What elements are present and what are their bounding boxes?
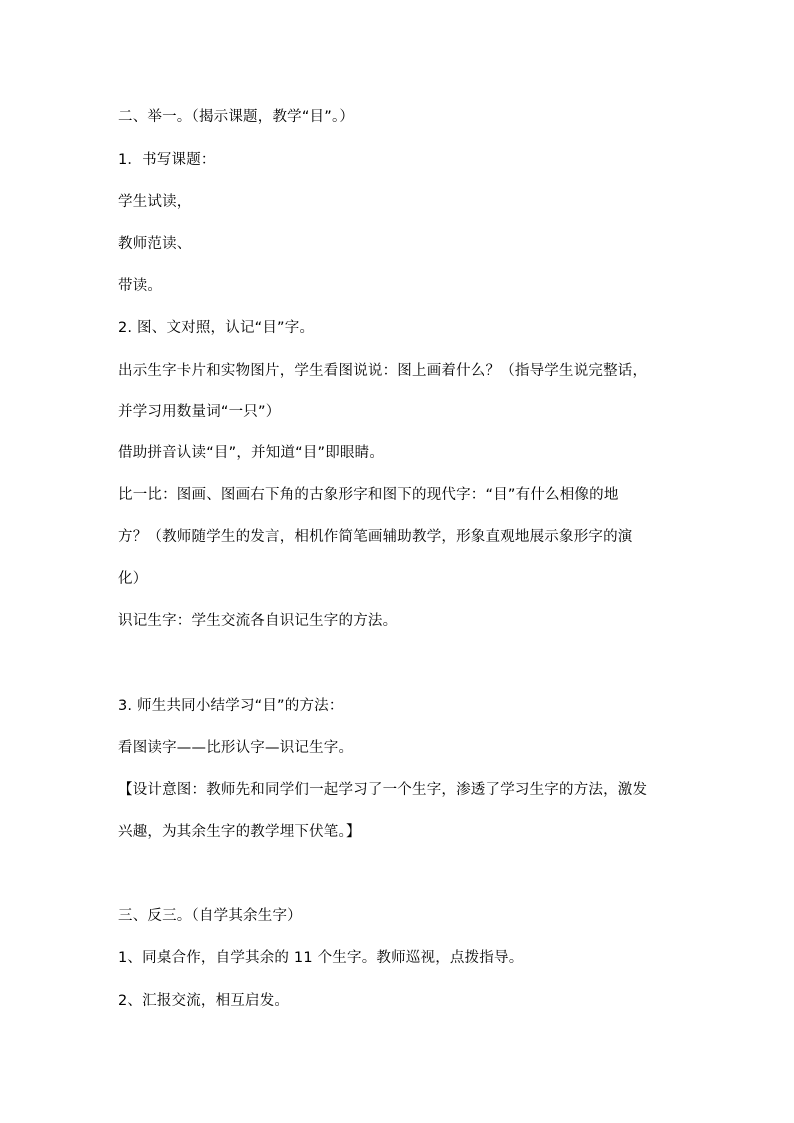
design-intent-line: 【设计意图：教师先和同学们一起学习了一个生字，渗透了学习生字的方法，激发 (118, 782, 648, 798)
section-heading-2: 二、举一。（揭示课题，教学“目”。） (118, 109, 355, 125)
text-line: 方？（教师随学生的发言，相机作简笔画辅助教学，形象直观地展示象形字的演 (118, 529, 633, 545)
section-heading-3: 三、反三。（自学其余生字） (118, 908, 302, 924)
design-intent-line: 兴趣，为其余生字的教学埋下伏笔。】 (118, 824, 361, 840)
text-line: 出示生字卡片和实物图片，学生看图说说：图上画着什么？（指导学生说完整话， (118, 363, 648, 379)
step-3-heading: 3. 师生共同小结学习“目”的方法： (118, 698, 344, 714)
text-line: 2、汇报交流，相互启发。 (118, 993, 290, 1009)
text-line: 化） (118, 571, 148, 587)
text-line: 比一比：图画、图画右下角的古象形字和图下的现代字：“目”有什么相像的地 (118, 487, 619, 503)
text-line: 识记生字：学生交流各自识记生字的方法。 (118, 613, 398, 629)
text-line: 看图读字——比形认字—识记生字。 (118, 740, 354, 756)
text-line: 学生试读， (118, 194, 192, 210)
step-1-heading: 1．书写课题： (118, 152, 216, 168)
text-line: 并学习用数量词“一只”） (118, 404, 281, 420)
text-line: 带读。 (118, 278, 163, 294)
text-line: 借助拼音认读“目”，并知道“目”即眼睛。 (118, 445, 385, 461)
text-line: 1、同桌合作，自学其余的 11 个生字。教师巡视，点拨指导。 (118, 950, 524, 966)
text-line: 教师范读、 (118, 236, 192, 252)
step-2-heading: 2. 图、文对照，认记“目”字。 (118, 320, 315, 336)
